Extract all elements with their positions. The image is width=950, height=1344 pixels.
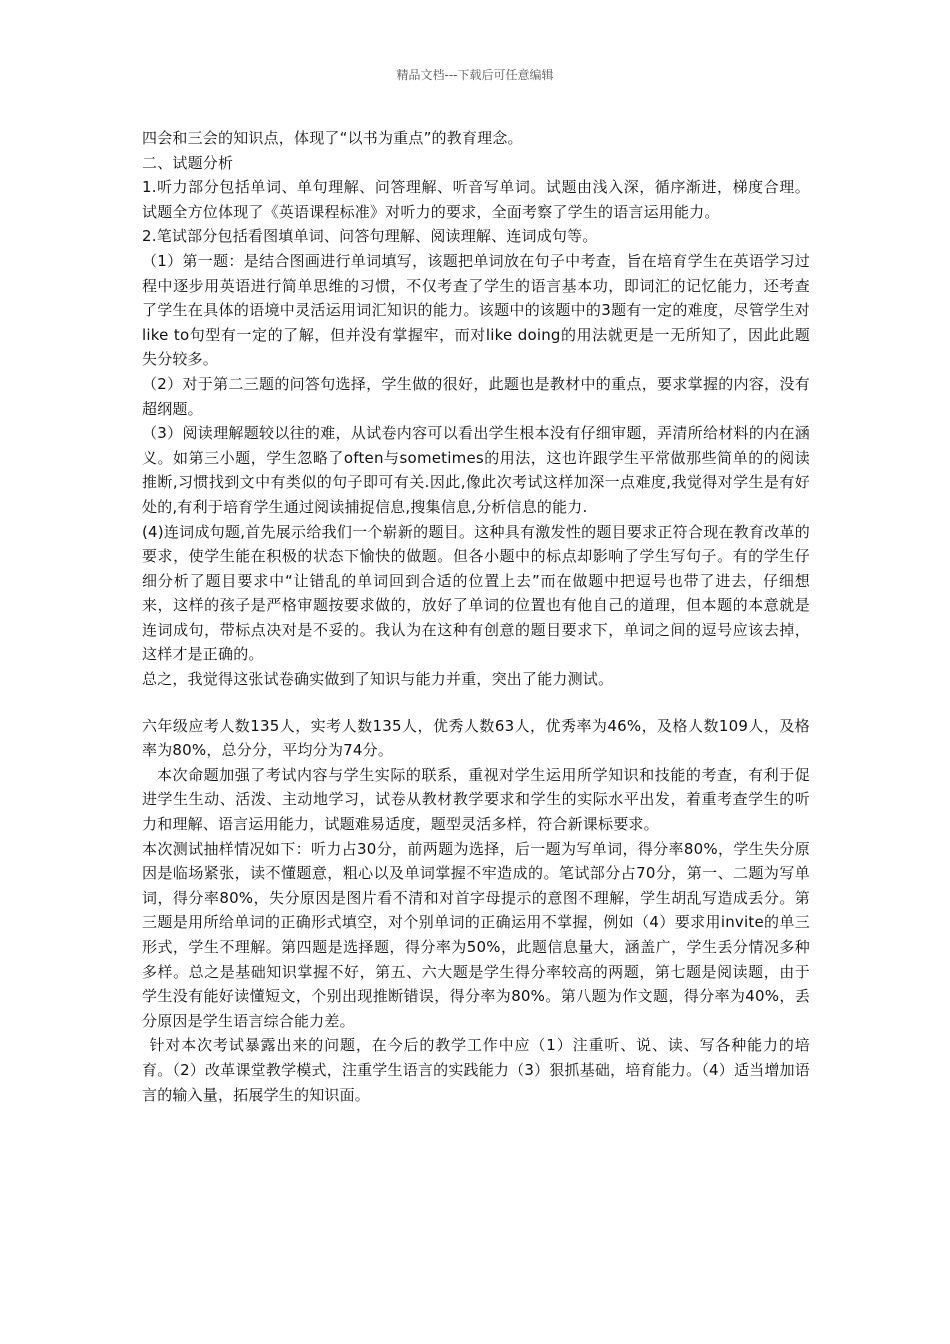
section-heading: 二、试题分析 <box>142 153 234 172</box>
paragraph: 本次测试抽样情况如下：听力占30分，前两题为选择，后一题为写单词，得分率80%，学生失分原因是临场紧张，读不懂题意，粗心以及单词掌握不牢造成的。笔试部分占70分，第一、二题为写单词，得分率80%，失分原因是图片看不清和对首字母提示的意图不理解，学生胡乱写造成丢分。第三题是用所给单词的正确形式填空，对个别单词的正确运用不掌握，例如（4）要求用invite的单三形式，学生不理解。第四题是选择题，得分率为50%，此题信息量大，涵盖广，学生丢分情况多种多样。总之是基础知识掌握不好，第五、六大题是学生得分率较高的两题，第七题是阅读题，由于学生没有能好读懂短文，个别出现推断错误，得分率为80%。第八题为作文题，得分率为40%，丢分原因是学生语言综合能力差。 <box>142 839 810 1030</box>
paragraph: 本次命题加强了考试内容与学生实际的联系，重视对学生运用所学知识和技能的考查，有利于促进学生生动、活泼、主动地学习，试卷从教材教学要求和学生的实际水平出发，着重考查学生的听力和理解、语言运用能力，试题难易适度，题型灵活多样，符合新课标要求。 <box>142 765 810 834</box>
paragraph: （1）第一题：是结合图画进行单词填写，该题把单词放在句子中考查，旨在培育学生在英语学习过程中逐步用英语进行简单思维的习惯，不仅考查了学生的语言基本功，即词汇的记忆能力，还考查了学生在具体的语境中灵活运用词汇知识的能力。该题中的该题中的3题有一定的难度，尽管学生对like to句型有一定的了解，但并没有掌握牢，而对like doing的用法就更是一无所知了，因此此题失分较多。 <box>142 251 810 369</box>
paragraph: 四会和三会的知识点，体现了“以书为重点”的教育理念。 <box>142 129 523 147</box>
document-body <box>142 126 810 1107</box>
paragraph: 1.听力部分包括单词、单句理解、问答理解、听音写单词。试题由浅入深，循序渐进，梯度合理。试题全方位体现了《英语课程标准》对听力的要求，全面考察了学生的语言运用能力。 <box>142 178 810 221</box>
paragraph: 总之，我觉得这张试卷确实做到了知识与能力并重，突出了能力测试。 <box>142 670 614 689</box>
paragraph: 六年级应考人数135人，实考人数135人，优秀人数63人，优秀率为46%，及格人数109人，及格率为80%，总分分，平均分为74分。 <box>142 716 810 760</box>
spacer <box>142 692 810 714</box>
paragraph: （2）对于第二三题的问答句选择，学生做的很好，此题也是教材中的重点，要求掌握的内容，没有超纲题。 <box>142 374 810 418</box>
paragraph: 2.笔试部分包括看图填单词、问答句理解、阅读理解、连词成句等。 <box>142 227 598 246</box>
page-header: 精品文档---下载后可任意编辑 <box>396 68 554 82</box>
paragraph: (4)连词成句题,首先展示给我们一个崭新的题目。这种具有激发性的题目要求正符合现在教育改革的要求，使学生能在积极的状态下愉快的做题。但各小题中的标点却影响了学生写句子。有的学生仔细分析了题目要求中“让错乱的单词回到合适的位置上去”而在做题中把逗号也带了进去，仔细想来，这样的孩子是严格审题按要求做的，放好了单词的位置也有他自己的道理，但本题的本意就是连词成句，带标点决对是不妥的。我认为在这种有创意的题目要求下，单词之间的逗号应该去掉，这样才是正确的。 <box>142 522 810 664</box>
paragraph: （3）阅读理解题较以往的难，从试卷内容可以看出学生根本没有仔细审题，弄清所给材料的内在涵义。如第三小题，学生忽略了often与sometimes的用法，这也许跟学生平常做那些简单的的阅读推断,习惯找到文中有类似的句子即可有关.因此,像此次考试这样加深一点难度,我觉得对学生是有好处的,有利于培育学生通过阅读捕捉信息,搜集信息,分析信息的能力. <box>142 424 810 516</box>
paragraph: 针对本次考试暴露出来的问题，在今后的教学工作中应（1）注重听、说、读、写各种能力的培育。（2）改革课堂教学模式，注重学生语言的实践能力（3）狠抓基础，培育能力。（4）适当增加语言的输入量，拓展学生的知识面。 <box>142 1036 810 1104</box>
